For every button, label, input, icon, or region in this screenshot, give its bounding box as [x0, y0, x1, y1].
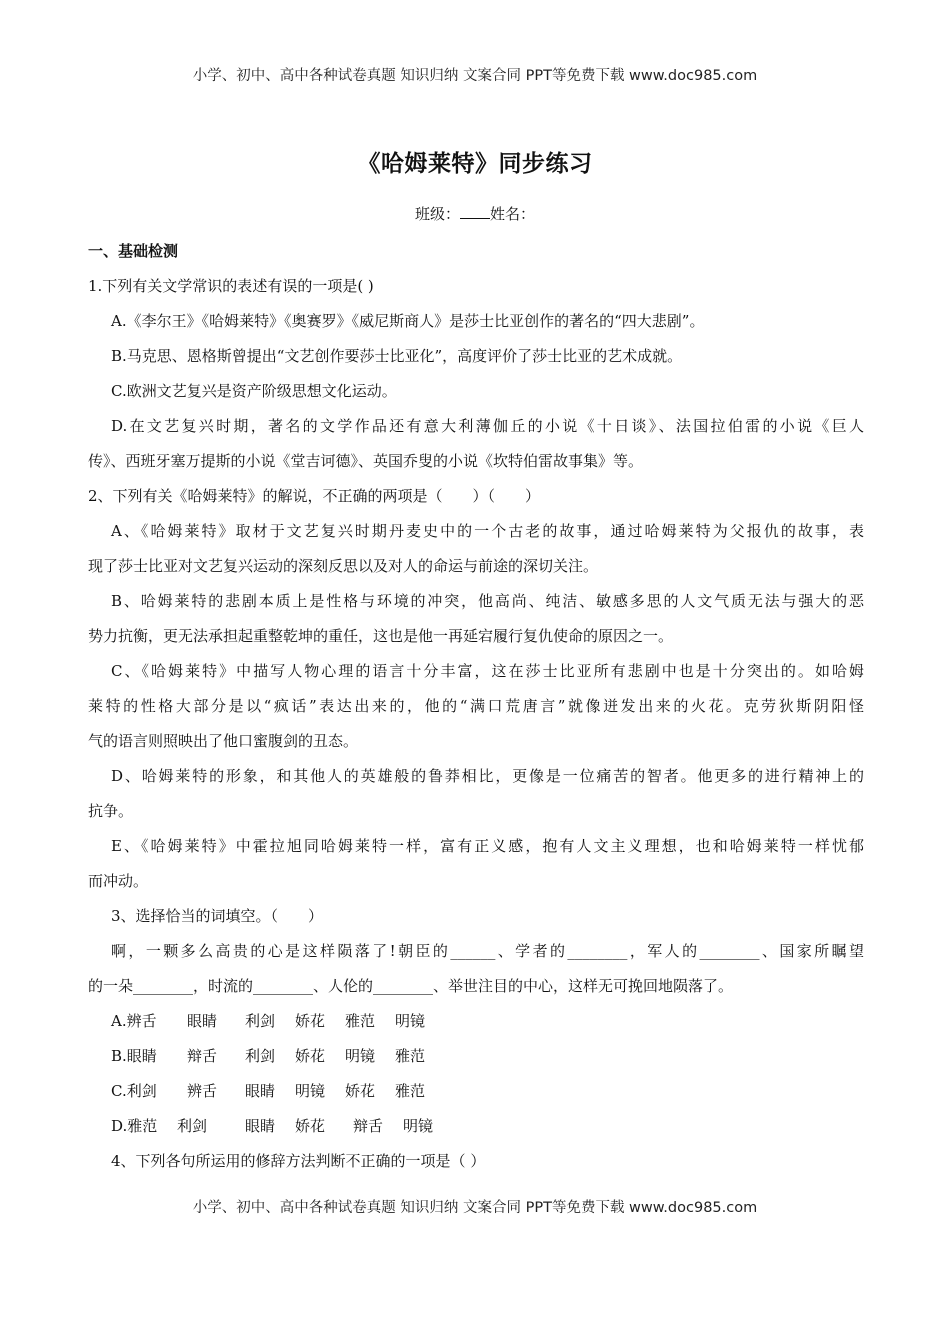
option-word: 娇花 [345, 1082, 376, 1100]
question-2-option-c-line3: 气的语言则照映出了他口蜜腹剑的丑态。 [88, 732, 359, 750]
question-2-option-c-line1: C、《哈姆莱特》中描写人物心理的语言十分丰富，这在莎士比亚所有悲剧中也是十分突出的。如哈姆 [111, 662, 864, 680]
option-word: 明镜 [345, 1047, 376, 1065]
question-2-option-e-line1: E、《哈姆莱特》中霍拉旭同哈姆莱特一样，富有正义感，抱有人文主义理想，也和哈姆莱特一样忧郁 [111, 837, 864, 855]
option-word: 娇花 [295, 1047, 326, 1065]
option-word: 眼睛 [245, 1082, 276, 1100]
option-word: 雅范 [395, 1047, 426, 1065]
question-2-option-b-line1: B、哈姆莱特的悲剧本质上是性格与环境的冲突，他高尚、纯洁、敏感多思的人文气质无法与强大的恶 [111, 592, 864, 610]
option-word: 明镜 [295, 1082, 326, 1100]
question-2-option-d-line2: 抗争。 [88, 802, 134, 820]
question-3-option-a [88, 1004, 864, 1039]
option-word: 雅范 [345, 1012, 376, 1030]
page-footer: 小学、初中、高中各种试卷真题 知识归纳 文案合同 PPT等免费下载 www.doc985.com [192, 1200, 758, 1216]
section-heading: 一、基础检测 [88, 242, 179, 260]
question-3-option-c [88, 1074, 864, 1109]
name-label: 姓名： [490, 205, 536, 223]
question-3-passage-line2: 的一朵________，时流的________、人伦的________、举世注目的中心，这样无可挽回地陨落了。 [88, 977, 734, 995]
option-word: D.雅范 [111, 1117, 158, 1135]
document-body [88, 234, 864, 1179]
question-4-stem: 4、下列各句所运用的修辞方法判断不正确的一项是（ ） [111, 1152, 486, 1170]
option-word: A.辨舌 [111, 1012, 157, 1030]
option-word: 辩舌 [187, 1047, 218, 1065]
class-name-line [0, 203, 950, 224]
question-2-stem: 2、下列有关《哈姆莱特》的解说，不正确的两项是（ ）（ ） [88, 487, 541, 505]
class-blank [460, 204, 490, 219]
question-2-option-e-line2: 而冲动。 [88, 872, 149, 890]
option-word: 娇花 [295, 1117, 326, 1135]
option-word: 眼睛 [187, 1012, 218, 1030]
question-1-option-d-line1: D.在文艺复兴时期，著名的文学作品还有意大利薄伽丘的小说《十日谈》、法国拉伯雷的小说《巨人 [111, 417, 864, 435]
question-2-option-a-line1: A、《哈姆莱特》取材于文艺复兴时期丹麦史中的一个古老的故事，通过哈姆莱特为父报仇的故事，表 [111, 522, 864, 540]
option-word: 辨舌 [187, 1082, 218, 1100]
page-header: 小学、初中、高中各种试卷真题 知识归纳 文案合同 PPT等免费下载 www.doc985.com [192, 68, 758, 84]
option-word: B.眼睛 [111, 1047, 157, 1065]
option-word: 利剑 [245, 1012, 276, 1030]
question-1-stem: 1.下列有关文学常识的表述有误的一项是( ) [88, 277, 374, 295]
option-word: C.利剑 [111, 1082, 157, 1100]
option-word: 利剑 [177, 1117, 208, 1135]
question-1-option-a: A.《李尔王》《哈姆莱特》《奥赛罗》《威尼斯商人》是莎士比亚创作的著名的“四大悲剧”。 [111, 312, 705, 330]
question-3-stem: 3、选择恰当的词填空。（ ） [111, 907, 324, 925]
option-word: 辩舌 [353, 1117, 384, 1135]
option-word: 眼睛 [245, 1117, 276, 1135]
option-word: 利剑 [245, 1047, 276, 1065]
question-3-option-d [88, 1109, 864, 1144]
question-2-option-b-line2: 势力抗衡，更无法承担起重整乾坤的重任，这也是他一再延宕履行复仇使命的原因之一。 [88, 627, 674, 645]
question-2-option-c-line2: 莱特的性格大部分是以“疯话”表达出来的，他的“满口荒唐言”就像迸发出来的火花。克劳狄斯阴阳怪 [88, 697, 864, 715]
question-3-passage-line1: 啊，一颗多么高贵的心是这样陨落了!朝臣的______、学者的________，军人的________、国家所瞩望 [111, 942, 864, 960]
question-3-option-b [88, 1039, 864, 1074]
document-title: 《哈姆莱特》同步练习 [357, 151, 593, 177]
question-1-option-b: B.马克思、恩格斯曾提出“文艺创作要莎士比亚化”，高度评价了莎士比亚的艺术成就。 [111, 347, 683, 365]
question-1-option-d-line2: 传》、西班牙塞万提斯的小说《堂吉诃德》、英国乔叟的小说《坎特伯雷故事集》等。 [88, 452, 644, 470]
option-word: 明镜 [395, 1012, 426, 1030]
question-2-option-a-line2: 现了莎士比亚对文艺复兴运动的深刻反思以及对人的命运与前途的深切关注。 [88, 557, 599, 575]
class-label: 班级： [414, 205, 460, 223]
option-word: 明镜 [403, 1117, 434, 1135]
option-word: 雅范 [395, 1082, 426, 1100]
question-1-option-c: C.欧洲文艺复兴是资产阶级思想文化运动。 [111, 382, 397, 400]
question-2-option-d-line1: D、哈姆莱特的形象，和其他人的英雄般的鲁莽相比，更像是一位痛苦的智者。他更多的进行精神上的 [111, 767, 864, 785]
option-word: 娇花 [295, 1012, 326, 1030]
